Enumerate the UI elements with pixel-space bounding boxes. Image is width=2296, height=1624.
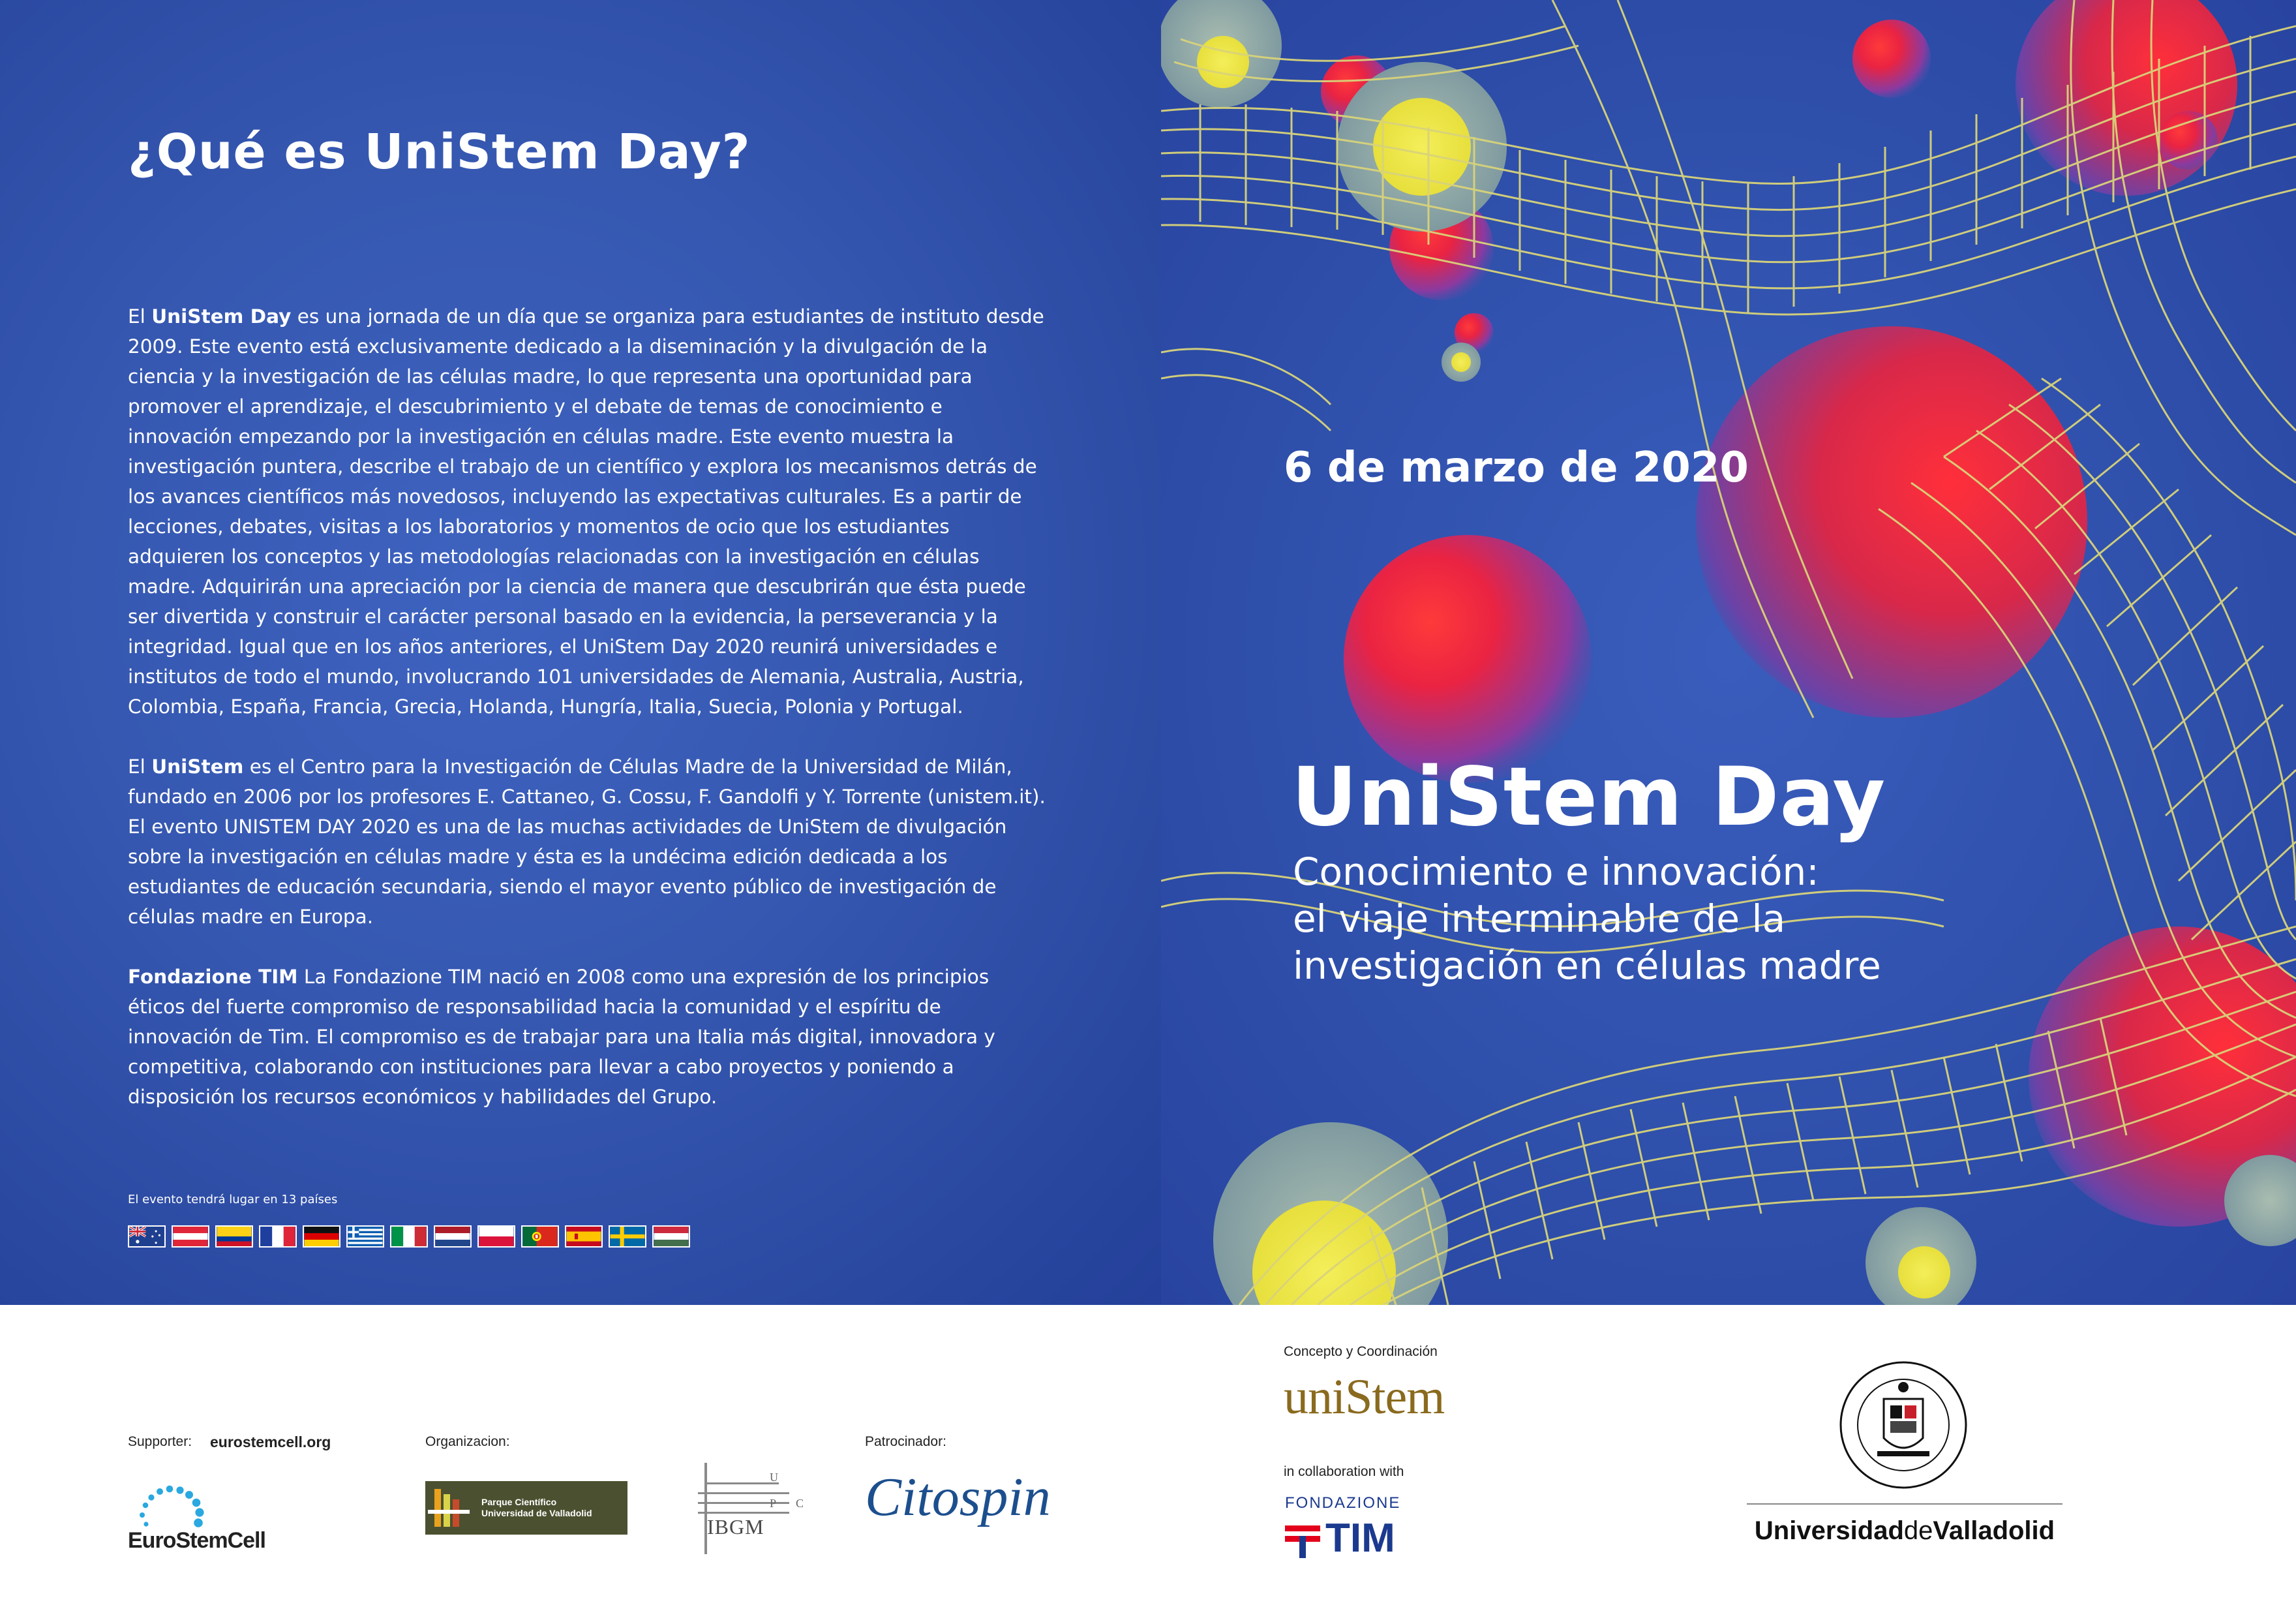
parque-cientifico-mark-icon [425, 1481, 472, 1535]
italy-flag-icon [390, 1225, 428, 1248]
university-divider [1747, 1503, 2062, 1505]
paragraph-unistem-day: El UniStem Day es una jornada de un día que se organiza para estudiantes de instituto desde 2009. Este evento está exclusivamente dedicado a la diseminación y la divulgación de la ciencia y la investigación de las células madre, lo que representa una oportunidad para promover el aprendizaje, el descubrimiento y el debate de temas de conocimiento e innovación empezando por la investigación en células madre. Este evento muestra la investigación puntera, describe el trabajo de un científico y explora los mecanismos detrás de los avances científicos más novedosos, incluyendo las expectativas culturales. Es a partir de lecciones, debates, visitas a los laboratorios y momentos de ocio que los estudiantes adquieren los conceptos y las metodologías relacionadas con la investigación en células madre. Adquirirán una apreciación por la ciencia de manera que descubrirán que ésta puede ser divertida y construir el carácter personal basado en la evidencia, la perseverancia y la integridad. Igual que en los años anteriores, el UniStem Day 2020 reunirá universidades e institutos de todo el mundo, involucrando 101 universidades de Alemania, Australia, Austria, Colombia, España, Francia, Grecia, Holanda, Hungría, Italia, Suecia, Polonia y Portugal. [128, 305, 1044, 718]
poland-flag-icon [477, 1225, 515, 1248]
collaboration-label: in collaboration with [1284, 1464, 1404, 1479]
event-subtitle [1293, 848, 1932, 989]
supporter-label: Supporter: [128, 1434, 192, 1449]
paragraph-lead: UniStem Day [151, 305, 292, 328]
body-text [128, 301, 1048, 1142]
paragraph-lead: UniStem [151, 756, 244, 778]
yellow-sphere [1898, 1246, 1950, 1298]
parque-cientifico-line1: Parque Científico [481, 1497, 557, 1507]
subtitle-line: investigación en células madre [1293, 943, 1881, 988]
red-sphere [1344, 535, 1592, 783]
subtitle-line: el viaje interminable de la [1293, 896, 1786, 941]
paragraph-fondazione-tim: Fondazione TIM La Fondazione TIM nació en 2008 como una expresión de los principios éticos del fuerte compromiso de responsabilidad hacia la comunidad y el espíritu de innovación de Tim. El compromiso es de trabajar para una Italia más digital, innovadora y competitiva, colaborando con instituciones para llevar a cabo proyectos y poniendo a disposición los recursos económicos y habilidades del Grupo. [128, 966, 995, 1108]
citospin-o: o [931, 1467, 959, 1527]
australia-flag-icon [128, 1225, 166, 1248]
supporter-url[interactable]: eurostemcell.org [210, 1433, 331, 1450]
university-seal-icon [1838, 1360, 1969, 1490]
event-title: UniStem Day [1292, 750, 1886, 844]
concept-label: Concepto y Coordinación [1284, 1344, 1438, 1359]
cover-panel [1161, 0, 2296, 1305]
spain-flag-icon [565, 1225, 603, 1248]
page-heading: ¿Qué es UniStem Day? [128, 124, 751, 180]
parque-cientifico-logo [425, 1481, 627, 1535]
tim-foundation-text: FONDAZIONE [1285, 1494, 1401, 1512]
germany-flag-icon [303, 1225, 340, 1248]
red-sphere [1696, 326, 2087, 718]
greece-flag-icon [346, 1225, 384, 1248]
university-name: UniversidaddeValladolid [1754, 1516, 2055, 1545]
svg-text:P: P [770, 1497, 777, 1510]
netherlands-flag-icon [434, 1225, 472, 1248]
parque-cientifico-line2: Universidad de Valladolid [481, 1508, 592, 1518]
countries-caption: El evento tendrá lugar en 13 países [128, 1193, 338, 1206]
yellow-sphere [1197, 36, 1249, 88]
paragraph-unistem: El UniStem es el Centro para la Investigación de Células Madre de la Universidad de Milán, fundado en 2006 por los profesores E. Cattaneo, G. Cossu, F. Gandolfi y Y. Torrente (unistem.it). El evento UNISTEM DAY 2020 es una de las muchas actividades de UniStem de divulgación sobre la investigación en células madre y ésta es la undécima edición dedicada a los estudiantes de educación secundaria, siendo el mayor evento público de investigación de células madre en Europa. [128, 756, 1046, 928]
portugal-flag-icon [521, 1225, 559, 1248]
paragraph-lead: Fondazione TIM [128, 966, 298, 988]
austria-flag-icon [172, 1225, 209, 1248]
sponsor-label: Patrocinador: [865, 1434, 946, 1449]
sweden-flag-icon [609, 1225, 646, 1248]
cover-artwork [1161, 0, 2296, 1305]
unistem-logo: uniStem [1284, 1370, 1445, 1424]
event-date: 6 de marzo de 2020 [1284, 444, 1749, 492]
citospin-logo: Citospin [865, 1467, 1051, 1527]
organization-label: Organizacion: [425, 1434, 510, 1449]
ibgm-logo-text: IBGM [707, 1515, 764, 1539]
subtitle-line: Conocimiento e innovación: [1293, 850, 1819, 894]
colombia-flag-icon [215, 1225, 253, 1248]
france-flag-icon [259, 1225, 297, 1248]
ibgm-columns-icon [672, 1456, 815, 1561]
svg-text:C: C [796, 1497, 804, 1510]
tim-logo-text: TIM [1325, 1516, 1395, 1561]
svg-text:U: U [770, 1471, 778, 1484]
red-sphere [1852, 20, 1931, 98]
country-flags [128, 1225, 690, 1248]
hungary-flag-icon [652, 1225, 690, 1248]
yellow-sphere [1451, 352, 1471, 372]
eurostemcell-logo-text: EuroStemCell [128, 1528, 265, 1553]
